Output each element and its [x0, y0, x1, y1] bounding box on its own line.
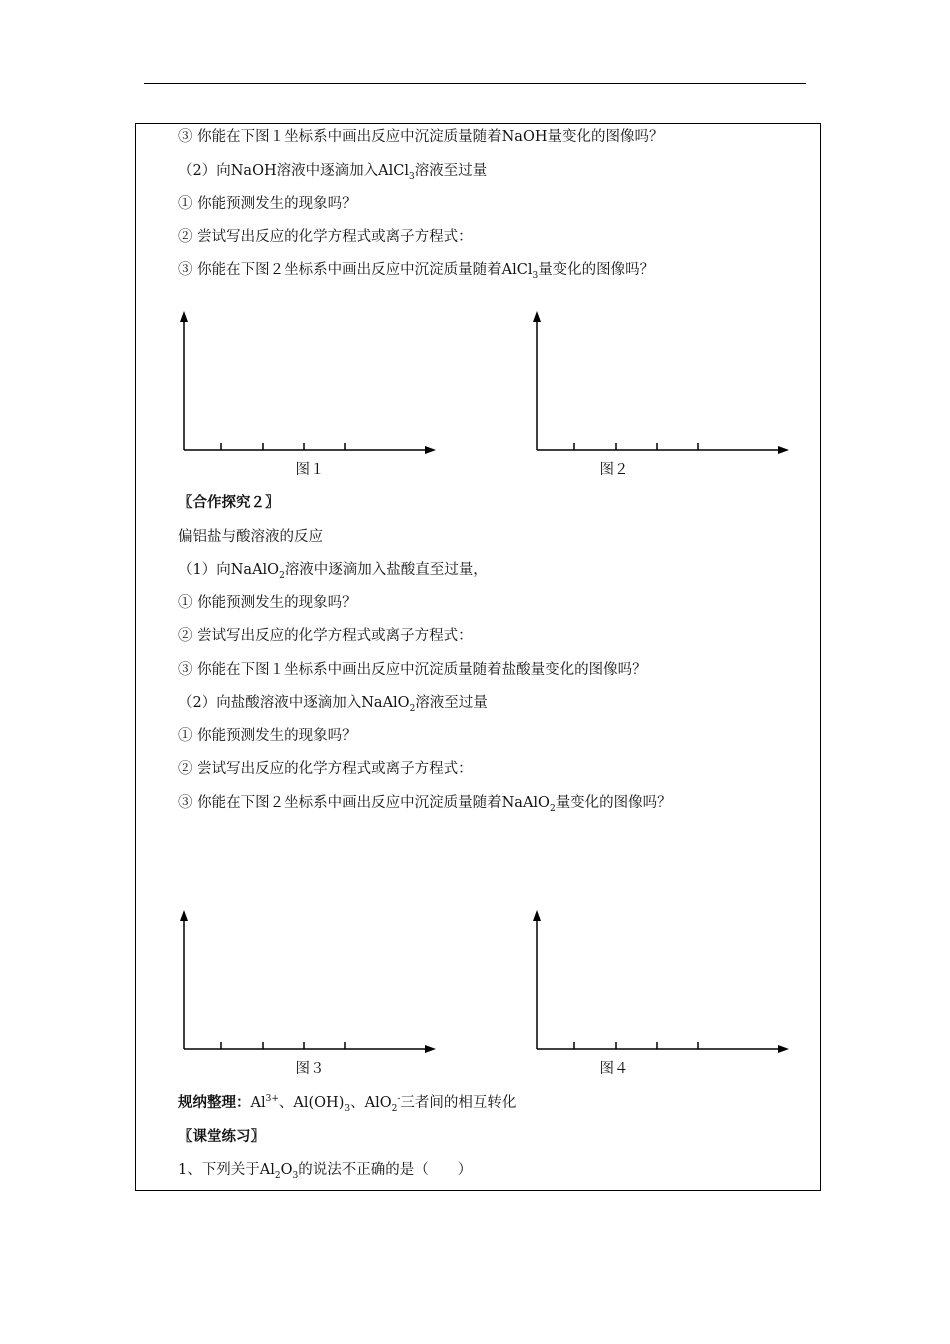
s1-line-4: ② 尝试写出反应的化学方程式或离子方程式： — [178, 229, 473, 245]
practice-heading: 〖课堂练习〗 — [178, 1129, 265, 1145]
s1-line-5: ③ 你能在下图２坐标系中画出反应中沉淀质量随着AlCl$_3$量变化的图像吗？ — [178, 262, 655, 281]
figure-1-axes — [175, 308, 440, 458]
s1-line-1: ③ 你能在下图１坐标系中画出反应中沉淀质量随着NaOH量变化的图像吗？ — [178, 129, 664, 145]
figure-2-axes — [528, 308, 793, 458]
figure-4-axes — [528, 907, 793, 1057]
s2-line-7: ② 尝试写出反应的化学方程式或离子方程式： — [178, 761, 473, 777]
s1-line-3: ① 你能预测发生的现象吗？ — [178, 196, 357, 212]
figure-3-caption: 图３ — [295, 1061, 325, 1077]
s1-line-2: （2）向NaOH溶液中逐滴加入AlCl$_3$溶液至过量 — [178, 163, 488, 182]
s2-intro: 偏铝盐与酸溶液的反应 — [178, 529, 323, 545]
practice-question-1: 1、下列关于$Al_2O_3$的说法不正确的是（ ） — [178, 1162, 473, 1181]
s2-heading: 〖合作探究２〗 — [178, 495, 280, 511]
figure-1-caption: 图１ — [295, 462, 325, 478]
summary-line: 规纳整理：$Al^{3+}$、$Al(OH)_3$、AlO$_2$-三者间的相互转化 — [178, 1094, 517, 1114]
figure-3-axes — [175, 907, 440, 1057]
s2-line-5: （2）向盐酸溶液中逐滴加入NaAlO$_2$溶液至过量 — [178, 695, 488, 714]
s2-line-3: ② 尝试写出反应的化学方程式或离子方程式： — [178, 628, 473, 644]
figure-2-caption: 图２ — [599, 462, 629, 478]
header-rule — [144, 83, 806, 84]
s2-line-1: （1）向NaAlO$_2$溶液中逐滴加入盐酸直至过量， — [178, 562, 488, 581]
s2-line-6: ① 你能预测发生的现象吗？ — [178, 728, 357, 744]
s2-line-4: ③ 你能在下图１坐标系中画出反应中沉淀质量随着盐酸量变化的图像吗？ — [178, 662, 647, 678]
figure-4-caption: 图４ — [599, 1061, 629, 1077]
s2-line-2: ① 你能预测发生的现象吗？ — [178, 595, 357, 611]
s2-line-8: ③ 你能在下图２坐标系中画出反应中沉淀质量随着NaAlO$_2$量变化的图像吗？ — [178, 795, 672, 814]
